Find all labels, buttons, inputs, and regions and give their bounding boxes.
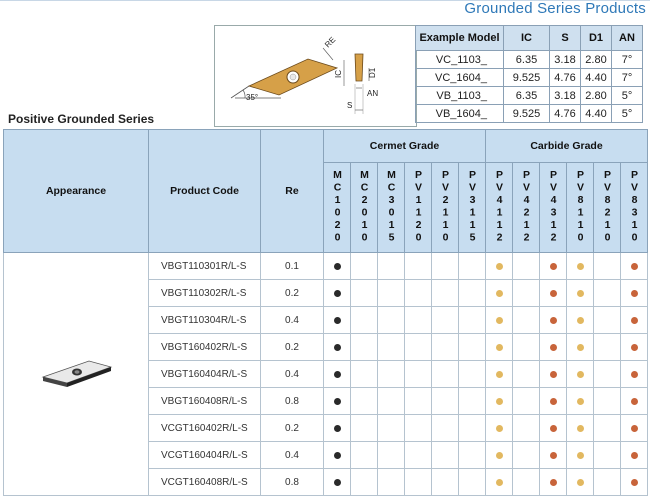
grade-header-pv1120 [405, 163, 432, 253]
grade-header-pv4112 [486, 163, 513, 253]
grade-header-mc1020 [324, 163, 351, 253]
grade-cell [405, 388, 432, 415]
grade-cell [594, 469, 621, 496]
grade-label: PV8110 [574, 168, 587, 244]
grade-header-pv2110 [432, 163, 459, 253]
grade-cell [513, 388, 540, 415]
availability-dot [550, 452, 557, 459]
grade-cell [324, 415, 351, 442]
grade-cell [486, 361, 513, 388]
re-cell: 0.4 [261, 307, 324, 334]
example-row [416, 105, 643, 123]
grade-cell [459, 469, 486, 496]
product-code-cell: VBGT160402R/L-S [149, 334, 261, 361]
availability-dot [577, 317, 584, 324]
availability-dot [496, 317, 503, 324]
grade-cell [621, 442, 648, 469]
grade-cell [405, 334, 432, 361]
grade-cell [567, 334, 594, 361]
grade-label: PV8310 [628, 168, 641, 244]
example-header-d1: D1 [581, 26, 612, 51]
grade-cell [621, 280, 648, 307]
re-cell: 0.4 [261, 361, 324, 388]
grade-cell [567, 388, 594, 415]
product-code-cell: VCGT160404R/L-S [149, 442, 261, 469]
header-carbide-grade: Carbide Grade [486, 130, 648, 163]
grade-cell [486, 442, 513, 469]
grade-cell [567, 469, 594, 496]
availability-dot [631, 452, 638, 459]
example-value-cell: 9.525 [504, 69, 550, 87]
product-code-cell: VCGT160408R/L-S [149, 469, 261, 496]
product-code-cell: VBGT160404R/L-S [149, 361, 261, 388]
grade-cell [378, 469, 405, 496]
availability-dot [550, 290, 557, 297]
grade-label: MC3015 [385, 168, 398, 244]
grade-header-pv3115 [459, 163, 486, 253]
example-value-cell: 3.18 [550, 87, 581, 105]
product-code-cell: VBGT110304R/L-S [149, 307, 261, 334]
example-value-cell: 5° [612, 87, 643, 105]
grade-cell [621, 361, 648, 388]
availability-dot [550, 344, 557, 351]
label-d1: D1 [368, 67, 377, 78]
grade-cell [351, 280, 378, 307]
re-cell: 0.4 [261, 442, 324, 469]
availability-dot [550, 425, 557, 432]
example-model-cell: VC_1604_ [416, 69, 504, 87]
availability-dot [577, 371, 584, 378]
product-table [3, 129, 648, 496]
example-value-cell: 4.76 [550, 69, 581, 87]
grade-cell [486, 334, 513, 361]
grade-cell [405, 280, 432, 307]
availability-dot [631, 290, 638, 297]
grade-label: PV8210 [601, 168, 614, 244]
grade-cell [594, 280, 621, 307]
example-value-cell: 6.35 [504, 51, 550, 69]
grade-cell [486, 469, 513, 496]
label-ic: IC [334, 70, 343, 78]
availability-dot [631, 317, 638, 324]
grade-header-mc2010 [351, 163, 378, 253]
example-header-s: S [550, 26, 581, 51]
grade-label: PV2110 [439, 168, 452, 244]
example-model-cell: VC_1103_ [416, 51, 504, 69]
availability-dot [496, 290, 503, 297]
grade-cell [459, 334, 486, 361]
grade-cell [594, 361, 621, 388]
availability-dot [334, 317, 341, 324]
availability-dot [496, 263, 503, 270]
example-value-cell: 5° [612, 105, 643, 123]
availability-dot [577, 452, 584, 459]
grade-label: PV4112 [493, 168, 506, 244]
grade-cell [540, 253, 567, 280]
insert-diagram-svg [215, 26, 416, 126]
availability-dot [631, 371, 638, 378]
availability-dot [577, 425, 584, 432]
grade-cell [324, 388, 351, 415]
grade-cell [513, 334, 540, 361]
example-row [416, 87, 643, 105]
grade-cell [324, 280, 351, 307]
availability-dot [496, 425, 503, 432]
availability-dot [496, 398, 503, 405]
grade-cell [351, 334, 378, 361]
grade-cell [486, 307, 513, 334]
grade-label: PV4312 [547, 168, 560, 244]
grade-header-pv8110 [567, 163, 594, 253]
example-value-cell: 2.80 [581, 51, 612, 69]
availability-dot [496, 344, 503, 351]
grade-cell [513, 280, 540, 307]
availability-dot [334, 371, 341, 378]
insert-diagram [214, 25, 417, 127]
grade-cell [513, 415, 540, 442]
grade-cell [378, 307, 405, 334]
re-cell: 0.2 [261, 415, 324, 442]
grade-cell [324, 469, 351, 496]
grade-cell [378, 415, 405, 442]
grade-cell [378, 280, 405, 307]
grade-cell [513, 361, 540, 388]
example-value-cell: 4.40 [581, 105, 612, 123]
availability-dot [550, 398, 557, 405]
grade-cell [540, 388, 567, 415]
grade-cell [567, 280, 594, 307]
availability-dot [550, 479, 557, 486]
grade-cell [594, 442, 621, 469]
grade-cell [486, 280, 513, 307]
header-cermet-grade: Cermet Grade [324, 130, 486, 163]
label-re: RE [323, 35, 338, 50]
example-header-an: AN [612, 26, 643, 51]
example-value-cell: 6.35 [504, 87, 550, 105]
grade-label: PV4212 [520, 168, 533, 244]
availability-dot [334, 290, 341, 297]
grade-cell [459, 361, 486, 388]
grade-header-pv4212 [513, 163, 540, 253]
availability-dot [577, 479, 584, 486]
grade-cell [540, 361, 567, 388]
example-value-cell: 7° [612, 51, 643, 69]
label-angle: 35° [246, 93, 259, 102]
grade-cell [540, 280, 567, 307]
grade-cell [567, 442, 594, 469]
grade-cell [459, 307, 486, 334]
page-title: Grounded Series Products [464, 0, 646, 17]
grade-cell [351, 442, 378, 469]
grade-cell [432, 253, 459, 280]
example-value-cell: 4.40 [581, 69, 612, 87]
grade-cell [513, 469, 540, 496]
grade-cell [351, 388, 378, 415]
table-header-row [4, 130, 648, 163]
grade-cell [567, 253, 594, 280]
example-header-model: Example Model [416, 26, 504, 51]
grade-header-pv8210 [594, 163, 621, 253]
grade-cell [459, 388, 486, 415]
grade-cell [621, 388, 648, 415]
re-cell: 0.8 [261, 469, 324, 496]
grade-cell [459, 253, 486, 280]
grade-cell [432, 469, 459, 496]
grade-cell [432, 361, 459, 388]
grade-cell [459, 415, 486, 442]
availability-dot [334, 452, 341, 459]
grade-label: MC2010 [358, 168, 371, 244]
grade-cell [621, 307, 648, 334]
grade-cell [378, 442, 405, 469]
example-model-cell: VB_1604_ [416, 105, 504, 123]
grade-cell [486, 253, 513, 280]
example-header-row [416, 26, 643, 51]
grade-cell [540, 307, 567, 334]
grade-cell [540, 442, 567, 469]
header-product-code: Product Code [149, 130, 261, 253]
grade-cell [459, 280, 486, 307]
grade-cell [594, 307, 621, 334]
availability-dot [334, 425, 341, 432]
availability-dot [334, 344, 341, 351]
header-re: Re [261, 130, 324, 253]
grade-cell [324, 361, 351, 388]
header-appearance: Appearance [4, 130, 149, 253]
grade-cell [513, 253, 540, 280]
grade-cell [432, 280, 459, 307]
grade-cell [351, 307, 378, 334]
grade-cell [378, 388, 405, 415]
availability-dot [577, 290, 584, 297]
grade-cell [405, 415, 432, 442]
grade-cell [351, 415, 378, 442]
grade-cell [351, 469, 378, 496]
example-row [416, 69, 643, 87]
availability-dot [496, 479, 503, 486]
grade-cell [378, 361, 405, 388]
availability-dot [631, 479, 638, 486]
grade-label: PV1120 [412, 168, 425, 244]
example-value-cell: 3.18 [550, 51, 581, 69]
availability-dot [631, 398, 638, 405]
insert-side-view [355, 54, 363, 81]
grade-cell [459, 442, 486, 469]
grade-cell [513, 307, 540, 334]
grade-cell [432, 307, 459, 334]
product-code-cell: VBGT110301R/L-S [149, 253, 261, 280]
grade-cell [513, 442, 540, 469]
re-cell: 0.8 [261, 388, 324, 415]
table-row [4, 253, 648, 280]
example-model-cell: VB_1103_ [416, 87, 504, 105]
grade-cell [567, 415, 594, 442]
grade-cell [486, 388, 513, 415]
grade-header-mc3015 [378, 163, 405, 253]
grade-header-pv8310 [621, 163, 648, 253]
availability-dot [631, 425, 638, 432]
availability-dot [334, 479, 341, 486]
example-value-cell: 9.525 [504, 105, 550, 123]
availability-dot [550, 371, 557, 378]
grade-cell [432, 442, 459, 469]
grade-cell [405, 307, 432, 334]
grade-cell [621, 334, 648, 361]
section-title: Positive Grounded Series [8, 112, 155, 126]
grade-cell [324, 307, 351, 334]
availability-dot [577, 344, 584, 351]
grade-cell [567, 307, 594, 334]
availability-dot [334, 263, 341, 270]
grade-cell [432, 388, 459, 415]
grade-cell [378, 253, 405, 280]
availability-dot [577, 263, 584, 270]
grade-cell [324, 442, 351, 469]
grade-cell [405, 469, 432, 496]
availability-dot [550, 317, 557, 324]
availability-dot [496, 452, 503, 459]
availability-dot [631, 344, 638, 351]
grade-cell [621, 469, 648, 496]
insert-image [31, 353, 121, 393]
product-code-cell: VCGT160402R/L-S [149, 415, 261, 442]
grade-cell [324, 334, 351, 361]
grade-header-pv4312 [540, 163, 567, 253]
grade-cell [378, 334, 405, 361]
example-value-cell: 2.80 [581, 87, 612, 105]
grade-cell [540, 334, 567, 361]
re-cell: 0.2 [261, 334, 324, 361]
grade-label: MC1020 [331, 168, 344, 244]
grade-cell [594, 415, 621, 442]
grade-cell [594, 253, 621, 280]
grade-cell [405, 253, 432, 280]
availability-dot [631, 263, 638, 270]
grade-cell [540, 415, 567, 442]
appearance-cell [4, 253, 149, 496]
example-header-ic: IC [504, 26, 550, 51]
product-code-cell: VBGT110302R/L-S [149, 280, 261, 307]
example-value-cell: 7° [612, 69, 643, 87]
grade-cell [621, 415, 648, 442]
grade-cell [351, 361, 378, 388]
grade-cell [540, 469, 567, 496]
grade-cell [594, 334, 621, 361]
grade-cell [405, 361, 432, 388]
grade-cell [432, 415, 459, 442]
grade-cell [351, 253, 378, 280]
re-cell: 0.1 [261, 253, 324, 280]
grade-label: PV3115 [466, 168, 479, 244]
example-row [416, 51, 643, 69]
grade-cell [594, 388, 621, 415]
grade-cell [486, 415, 513, 442]
example-value-cell: 4.76 [550, 105, 581, 123]
example-model-table [415, 25, 643, 123]
re-cell: 0.2 [261, 280, 324, 307]
grade-cell [405, 442, 432, 469]
grade-cell [621, 253, 648, 280]
availability-dot [334, 398, 341, 405]
availability-dot [496, 371, 503, 378]
grade-cell [324, 253, 351, 280]
product-code-cell: VBGT160408R/L-S [149, 388, 261, 415]
grade-cell [567, 361, 594, 388]
availability-dot [577, 398, 584, 405]
availability-dot [550, 263, 557, 270]
grade-cell [432, 334, 459, 361]
label-an: AN [367, 89, 379, 98]
label-s: S [347, 101, 353, 110]
